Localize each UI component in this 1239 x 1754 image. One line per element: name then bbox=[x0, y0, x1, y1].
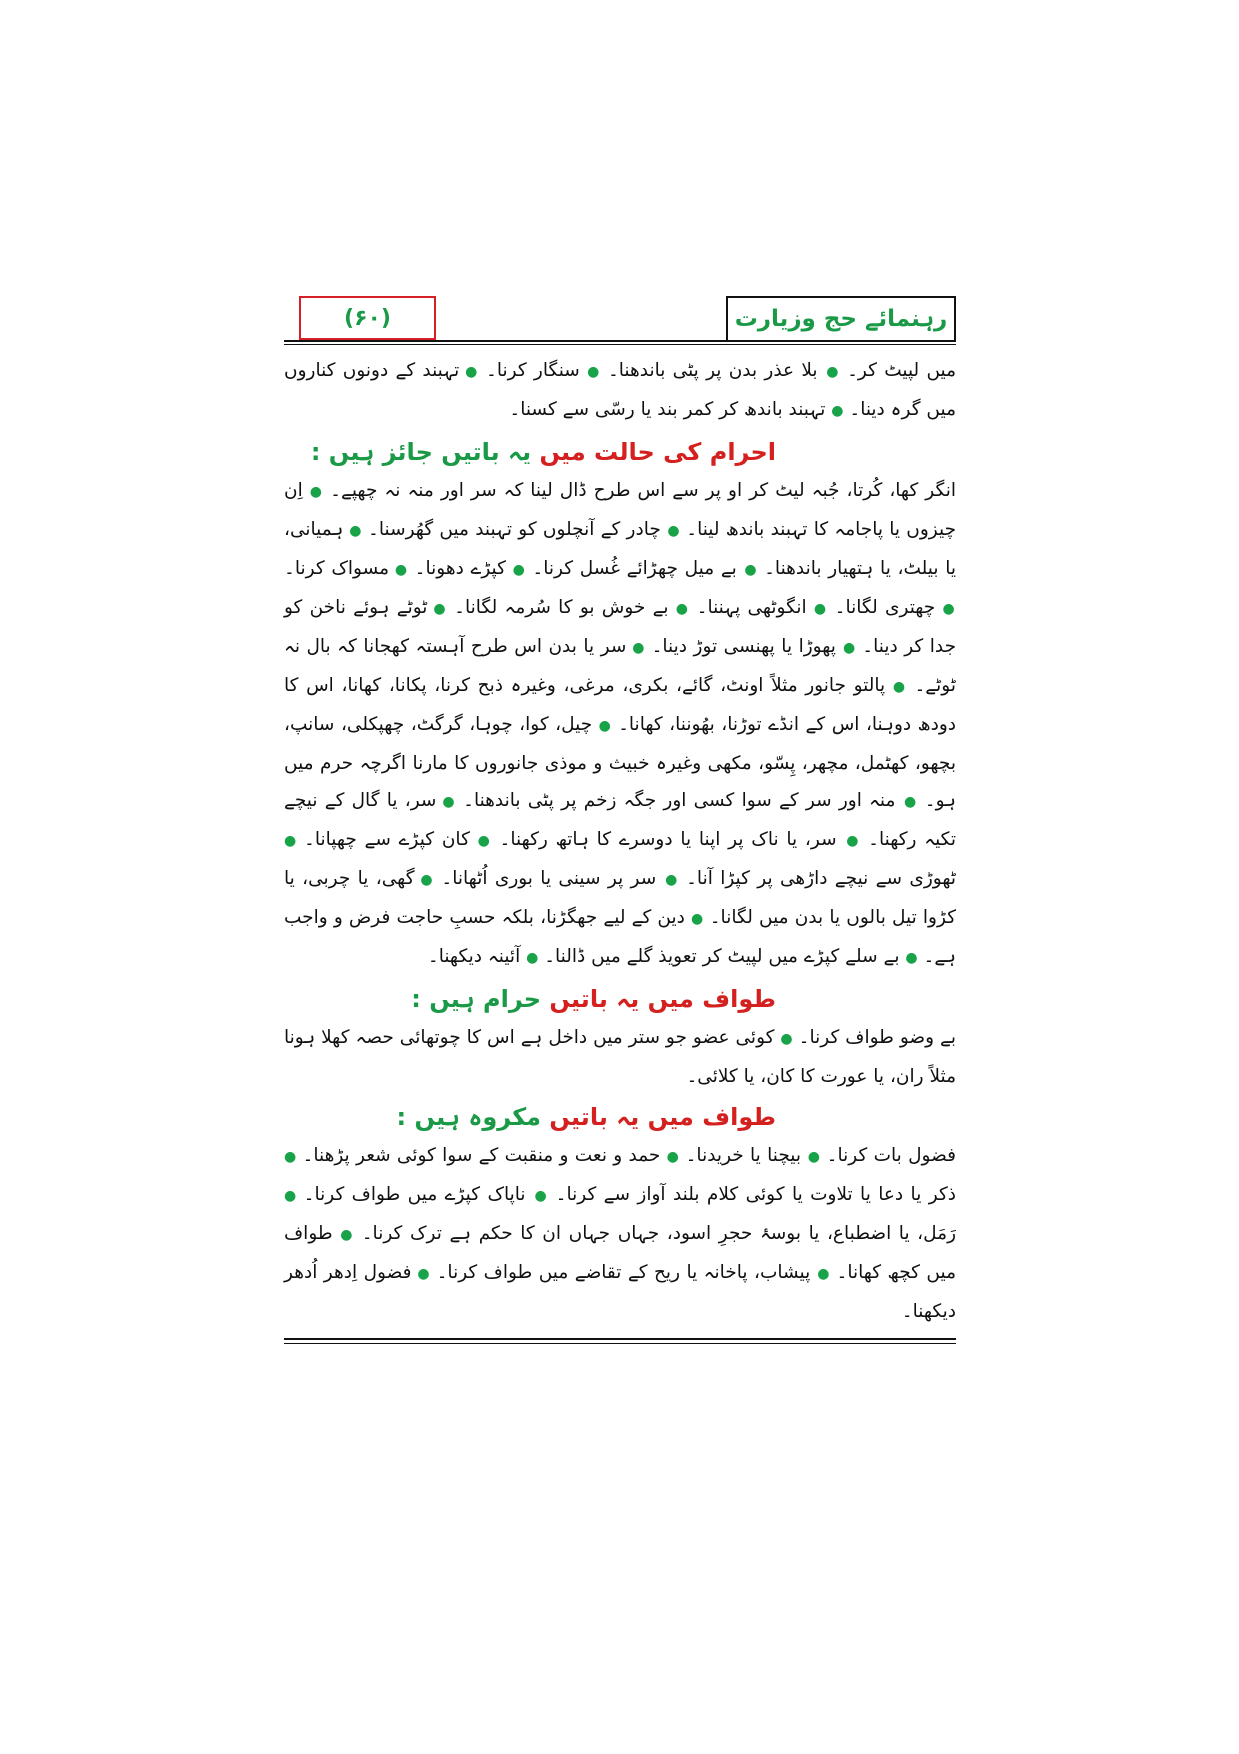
bullet-icon: ● bbox=[308, 484, 324, 500]
page-header bbox=[284, 296, 956, 346]
bullet-icon: ● bbox=[284, 1188, 297, 1204]
bullet-icon: ● bbox=[807, 1149, 821, 1165]
heading-part-green: مکروہ ہیں : bbox=[396, 1103, 550, 1131]
bullet-icon: ● bbox=[433, 601, 447, 617]
heading-part-green: یہ باتیں جائز ہیں : bbox=[310, 438, 540, 466]
bullet-icon: ● bbox=[813, 601, 828, 617]
bullet-icon: ● bbox=[690, 911, 704, 927]
bullet-icon: ● bbox=[816, 1266, 831, 1282]
intro-paragraph: میں لپیٹ کر۔ ● بلا عذر بدن پر پٹی باندھنا۔ ● سنگار کرنا۔ ● تہبند کے دونوں کناروں میں گرہ دینا۔ ● تہبند باندھ کر کمر بند یا رسّی سے کسنا۔ bbox=[284, 360, 957, 420]
bullet-icon: ● bbox=[666, 1149, 680, 1165]
bullet-icon: ● bbox=[394, 562, 408, 578]
bullet-icon: ● bbox=[512, 562, 526, 578]
bullet-icon: ● bbox=[844, 833, 861, 849]
bullet-icon: ● bbox=[632, 640, 646, 656]
bullet-icon: ● bbox=[675, 601, 690, 617]
bullet-icon: ● bbox=[842, 640, 856, 656]
bullet-icon: ● bbox=[442, 794, 456, 810]
bullet-icon: ● bbox=[417, 1266, 431, 1282]
bullet-icon: ● bbox=[532, 1188, 549, 1204]
bullet-icon: ● bbox=[891, 679, 907, 695]
bullet-icon: ● bbox=[831, 403, 844, 419]
section-heading-tawaf-forbidden bbox=[284, 979, 956, 1019]
heading-part-green: حرام ہیں : bbox=[411, 985, 550, 1013]
bullet-icon: ● bbox=[284, 833, 297, 849]
book-title: رہنمائے حج وزیارت bbox=[726, 296, 956, 340]
bullet-icon: ● bbox=[663, 872, 679, 888]
bullet-icon: ● bbox=[743, 562, 758, 578]
page-content bbox=[284, 352, 956, 1330]
bullet-icon: ● bbox=[902, 794, 918, 810]
page-number: (۶۰) bbox=[299, 296, 436, 340]
bullet-icon: ● bbox=[284, 1149, 297, 1165]
bullet-icon: ● bbox=[587, 364, 601, 380]
ihram-permitted-paragraph: انگر کھا، کُرتا، جُبہ لیٹ کر او پر سے اس طرح ڈال لینا کہ سر اور منہ نہ چھپے۔ ● اِن چیزوں یا پاجامہ کا تہبند باندھ لینا۔ ● چادر کے آنچلوں کو تہبند میں گھُرسنا۔ ● ہمیانی، یا بیلٹ، یا ہتھیار باندھنا۔ ● بے میل چھڑائے غُسل کرنا۔ ● کپڑے دھونا۔ ● مسواک کرنا۔ ● چھتری لگانا۔ ● انگوٹھی پہننا۔ ● بے خوش بو کا سُرمہ لگانا۔ ● ٹوٹے ہوئے ناخن کو جدا کر دینا۔ ● پھوڑا یا پھنسی توڑ دینا۔ ● سر یا بدن اس طرح آہستہ کھجانا کہ بال نہ ٹوٹے۔ ● پالتو جانور مثلاً اونٹ، گائے، بکری، مرغی، وغیرہ ذبح کرنا، پکانا، کھانا، اس کا دودھ دوہنا، اس کے انڈے توڑنا، بھُوننا، کھانا۔ ● چیل، کوا، چوہا، گرگٹ، چھپکلی، سانپ، بچھو، کھٹمل، مچھر، پِسّو، مکھی وغیرہ خبیث و موذی جانوروں کا مارنا اگرچہ حرم میں ہو۔ ● منہ اور سر کے سوا کسی اور جگہ زخم پر پٹی باندھنا۔ ● سر، یا گال کے نیچے تکیہ رکھنا۔ ● سر، یا ناک پر اپنا یا دوسرے کا ہاتھ رکھنا۔ ● کان کپڑے سے چھپانا۔ ● ٹھوڑی سے نیچے داڑھی پر کپڑا آنا۔ ● سر پر سینی یا بوری اُٹھانا۔ ● گھی، یا چربی، یا کڑوا تیل بالوں یا بدن میں لگانا۔ ● دین کے لیے جھگڑنا، بلکہ حسبِ حاجت فرض و واجب ہے۔ ● بے سلے کپڑے میں لپیٹ کر تعویذ گلے میں ڈالنا۔ ● آئینہ دیکھنا۔ bbox=[284, 480, 957, 967]
bullet-icon: ● bbox=[942, 601, 957, 617]
bullet-icon: ● bbox=[349, 523, 362, 539]
bullet-icon: ● bbox=[780, 1031, 793, 1047]
header-rule bbox=[284, 340, 956, 342]
bullet-icon: ● bbox=[526, 950, 539, 966]
heading-part-red: احرام کی حالت میں bbox=[539, 438, 776, 466]
section-heading-ihram-permitted bbox=[284, 432, 956, 472]
tawaf-forbidden-paragraph: بے وضو طواف کرنا۔ ● کوئی عضو جو ستر میں داخل ہے اس کا چوتھائی حصہ کھلا ہونا مثلاً ران، یا عورت کا کان، یا کلائی۔ bbox=[284, 1027, 956, 1087]
tawaf-disliked-paragraph: فضول بات کرنا۔ ● بیچنا یا خریدنا۔ ● حمد و نعت و منقبت کے سوا کوئی شعر پڑھنا۔ ● ذکر یا دعا یا تلاوت یا کوئی کلام بلند آواز سے کرنا۔ ● ناپاک کپڑے میں طواف کرنا۔ ● رَمَل، یا اضطباع، یا بوسۂ حجرِ اسود، جہاں جہاں ان کا حکم ہے ترک کرنا۔ ● طواف میں کچھ کھانا۔ ● پیشاب، پاخانہ یا ریح کے تقاضے میں طواف کرنا۔ ● فضول اِدھر اُدھر دیکھنا۔ bbox=[284, 1145, 957, 1322]
bullet-icon: ● bbox=[465, 364, 479, 380]
book-page bbox=[284, 296, 956, 1344]
heading-part-red: طواف میں یہ باتیں bbox=[549, 1103, 776, 1131]
footer-rule bbox=[284, 1338, 956, 1344]
bullet-icon: ● bbox=[824, 364, 840, 380]
bullet-icon: ● bbox=[477, 833, 492, 849]
bullet-icon: ● bbox=[420, 872, 435, 888]
heading-part-red: طواف میں یہ باتیں bbox=[549, 985, 776, 1013]
section-heading-tawaf-disliked bbox=[284, 1097, 956, 1137]
header-rule-thin bbox=[284, 344, 956, 345]
bullet-icon: ● bbox=[598, 718, 612, 734]
bullet-icon: ● bbox=[667, 523, 680, 539]
bullet-icon: ● bbox=[905, 950, 918, 966]
bullet-icon: ● bbox=[338, 1227, 355, 1243]
